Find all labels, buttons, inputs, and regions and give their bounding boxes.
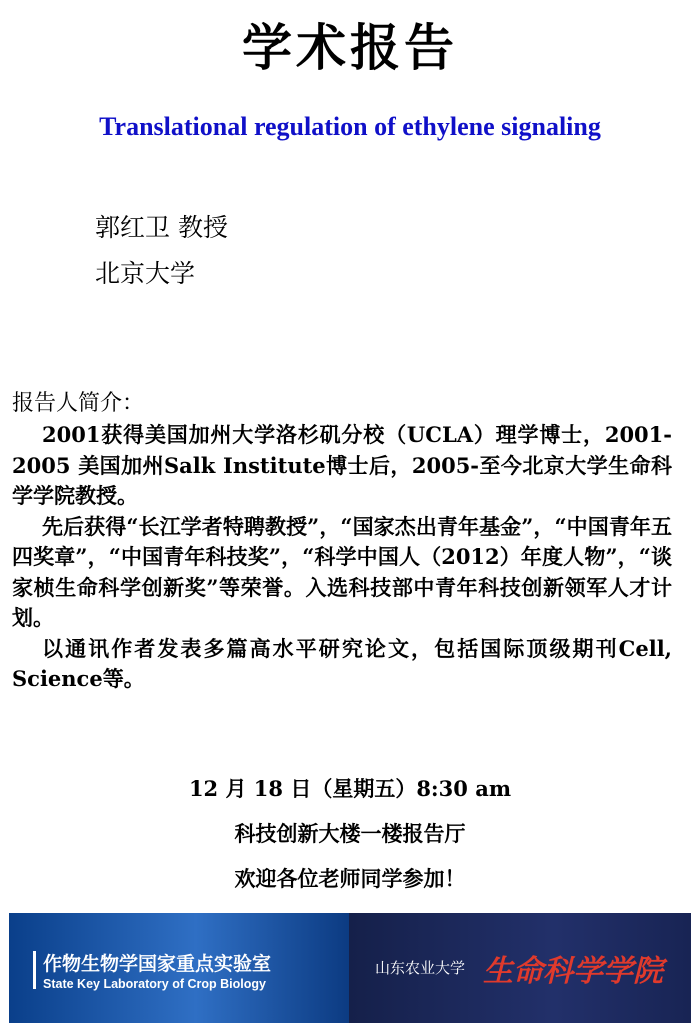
speaker-affiliation: 北京大学 <box>95 259 196 288</box>
lab-name-cn: 作物生物学国家重点实验室 <box>43 953 272 975</box>
college-name: 生命科学学院 <box>483 954 663 989</box>
welcome-text: 欢迎各位老师同学参加！ <box>234 866 466 891</box>
speaker-name: 郭红卫 教授 <box>95 213 228 242</box>
talk-subtitle: Translational regulation of ethylene signaling <box>99 112 601 141</box>
speaker-introduction <box>12 420 672 695</box>
footer-banner <box>9 913 691 1023</box>
banner-divider <box>33 951 36 989</box>
intro-paragraph: 以通讯作者发表多篇高水平研究论文，包括国际顶级期刊Cell, Science等。 <box>12 635 672 691</box>
schedule-location: 科技创新大楼一楼报告厅 <box>234 821 466 846</box>
intro-paragraph: 2001获得美国加州大学洛杉矶分校（UCLA）理学博士，2001-2005 美国加州Salk Institute博士后，2005-至今北京大学生命科学学院教授。 <box>12 422 672 508</box>
speaker-block <box>95 205 228 297</box>
intro-heading: 报告人简介： <box>12 391 145 416</box>
university-name: 山东农业大学 <box>375 959 466 977</box>
schedule-block <box>0 766 700 901</box>
college-banner <box>349 913 691 1023</box>
poster-title: 学术报告 <box>242 18 458 77</box>
lab-banner <box>9 913 349 1023</box>
lab-name-en: State Key Laboratory of Crop Biology <box>43 977 266 991</box>
schedule-time: 12 月 18 日（星期五）8:30 am <box>188 776 512 801</box>
intro-paragraph: 先后获得“长江学者特聘教授”，“国家杰出青年基金”，“中国青年五四奖章”，“中国青年科技奖”，“科学中国人（2012）年度人物”，“谈家桢生命科学创新奖”等荣誉。入选科技部中青年科技创新领军人才计划。 <box>12 513 672 630</box>
